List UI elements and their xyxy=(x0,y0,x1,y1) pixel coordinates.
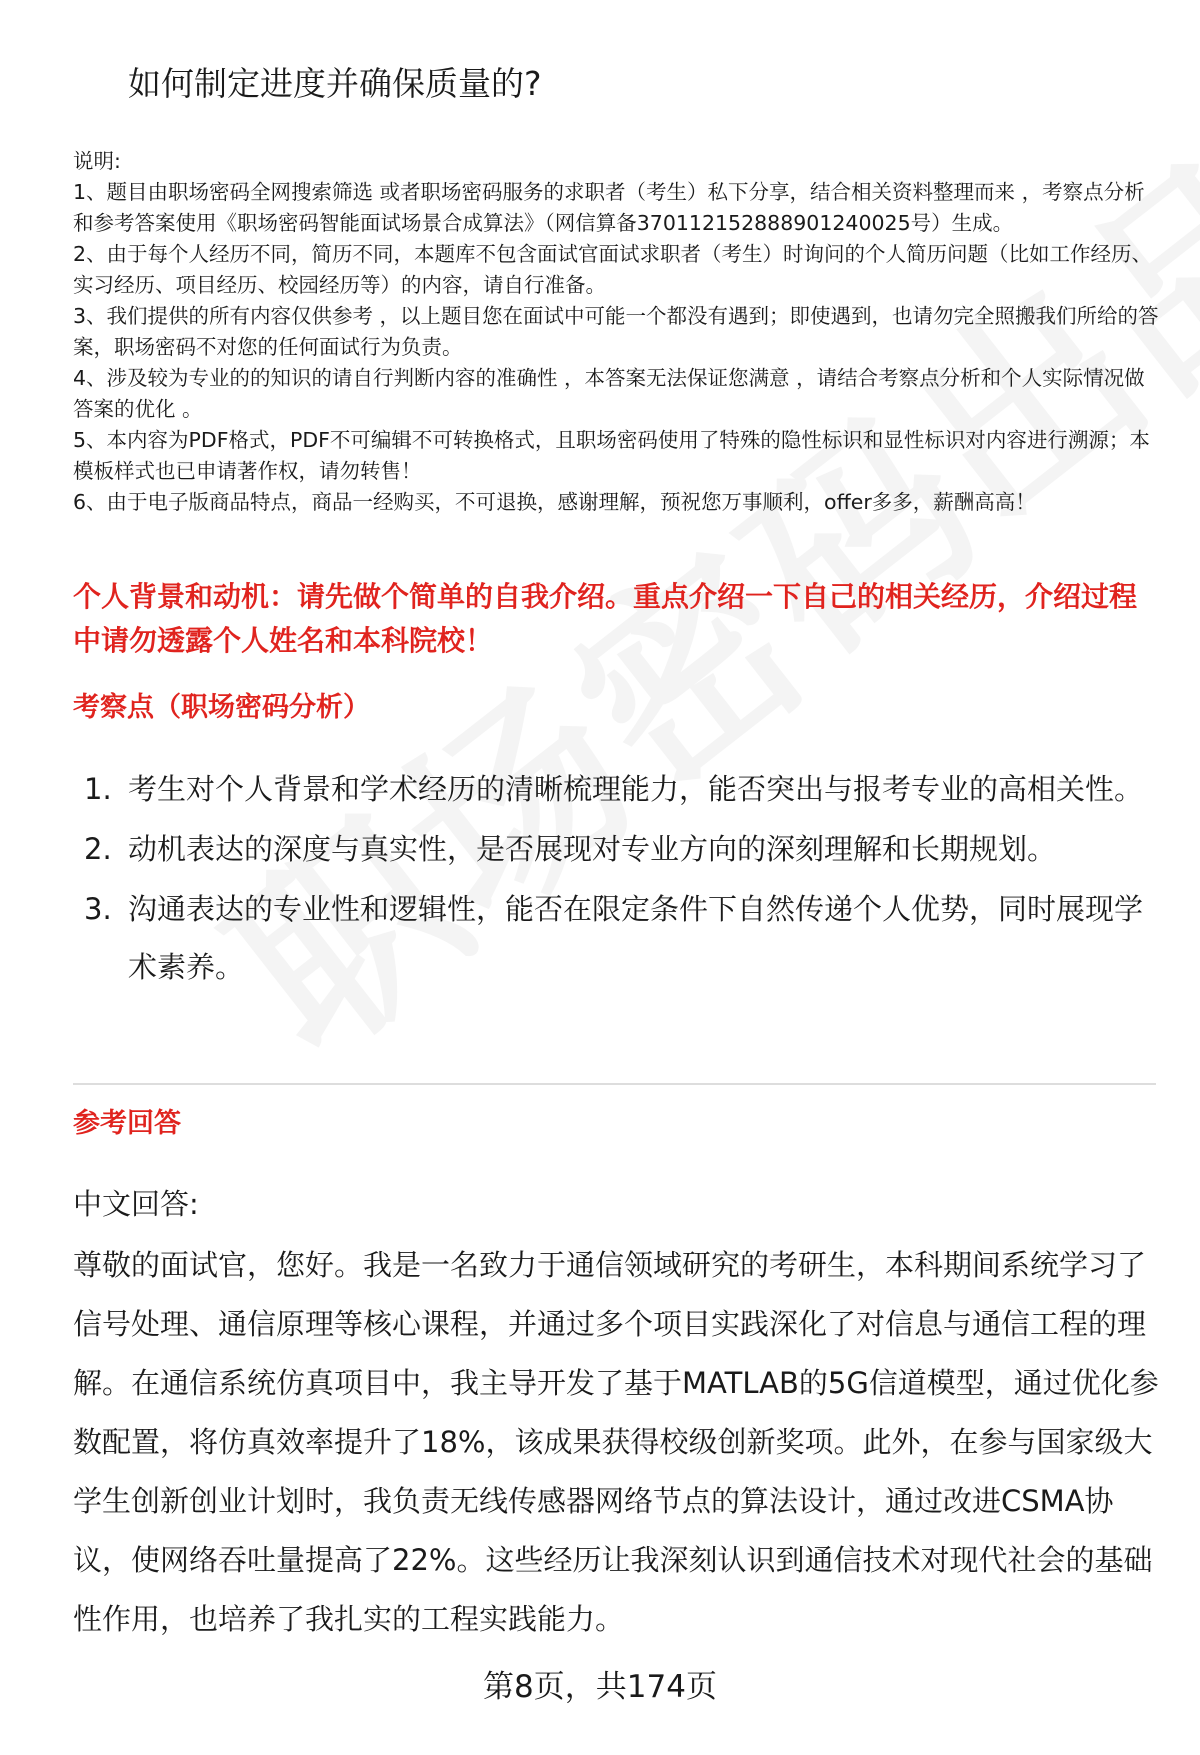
list-item-text: 考生对个人背景和学术经历的清晰梳理能力，能否突出与报考专业的高相关性。 xyxy=(128,772,1144,806)
list-item-number: 2. xyxy=(84,832,112,866)
note-item: 3、我们提供的所有内容仅供参考 ，以上题目您在面试中可能一个都没有遇到；即使遇到，也请勿完全照搬我们所给的答案，职场密码不对您的任何面试行为负责。 xyxy=(73,304,1159,359)
analysis-heading: 考察点（职场密码分析） xyxy=(73,692,370,723)
note-item: 5、本内容为PDF格式，PDF不可编辑不可转换格式，且职场密码使用了特殊的隐性标识和显性标识对内容进行溯源；本模板样式也已申请著作权，请勿转售！ xyxy=(73,428,1150,483)
answer-heading: 参考回答 xyxy=(73,1108,181,1139)
list-item-number: 1. xyxy=(84,772,112,806)
note-item: 1、题目由职场密码全网搜索筛选 或者职场密码服务的求职者（考生）私下分享，结合相关资料整理而来 ，考察点分析和参考答案使用《职场密码智能面试场景合成算法》（网信算备370112152888901240025号）生成。 xyxy=(73,180,1145,235)
list-item xyxy=(73,760,1163,818)
list-item-text: 动机表达的深度与真实性，是否展现对专业方向的深刻理解和长期规划。 xyxy=(128,832,1057,866)
notes-heading: 说明: xyxy=(73,149,121,173)
list-item-number: 3. xyxy=(84,892,112,926)
page-number: 第8页，共174页 xyxy=(483,1669,717,1705)
question-text: 个人背景和动机：请先做个简单的自我介绍。重点介绍一下自己的相关经历，介绍过程中请勿透露个人姓名和本科院校！ xyxy=(73,580,1138,657)
list-item xyxy=(73,820,1163,878)
notes-block xyxy=(73,146,1163,518)
list-item-text: 沟通表达的专业性和逻辑性，能否在限定条件下自然传递个人优势，同时展现学术素养。 xyxy=(128,892,1144,984)
answer-language-label: 中文回答: xyxy=(73,1187,199,1221)
analysis-points xyxy=(73,760,1163,998)
page-title: 如何制定进度并确保质量的? xyxy=(128,64,542,103)
list-item xyxy=(73,880,1163,996)
section-divider xyxy=(73,1083,1156,1085)
note-item: 4、涉及较为专业的的知识的请自行判断内容的准确性 ，本答案无法保证您满意 ，请结合考察点分析和个人实际情况做答案的优化 。 xyxy=(73,366,1145,421)
note-item: 2、由于每个人经历不同，简历不同，本题库不包含面试官面试求职者（考生）时询问的个人简历问题（比如工作经历、实习经历、项目经历、校园经历等）的内容，请自行准备。 xyxy=(73,242,1153,297)
answer-body: 尊敬的面试官，您好。我是一名致力于通信领域研究的考研生，本科期间系统学习了信号处理、通信原理等核心课程，并通过多个项目实践深化了对信息与通信工程的理解。在通信系统仿真项目中，我主导开发了基于MATLAB的5G信道模型，通过优化参数配置，将仿真效率提升了18%，该成果获得校级创新奖项。此外，在参与国家级大学生创新创业计划时，我负责无线传感器网络节点的算法设计，通过改进CSMA协议，使网络吞吐量提高了22%。这些经历让我深刻认识到通信技术对现代社会的基础性作用，也培养了我扎实的工程实践能力。 xyxy=(73,1248,1159,1636)
note-item: 6、由于电子版商品特点，商品一经购买，不可退换，感谢理解，预祝您万事顺利，offer多多，薪酬高高！ xyxy=(73,490,1036,514)
